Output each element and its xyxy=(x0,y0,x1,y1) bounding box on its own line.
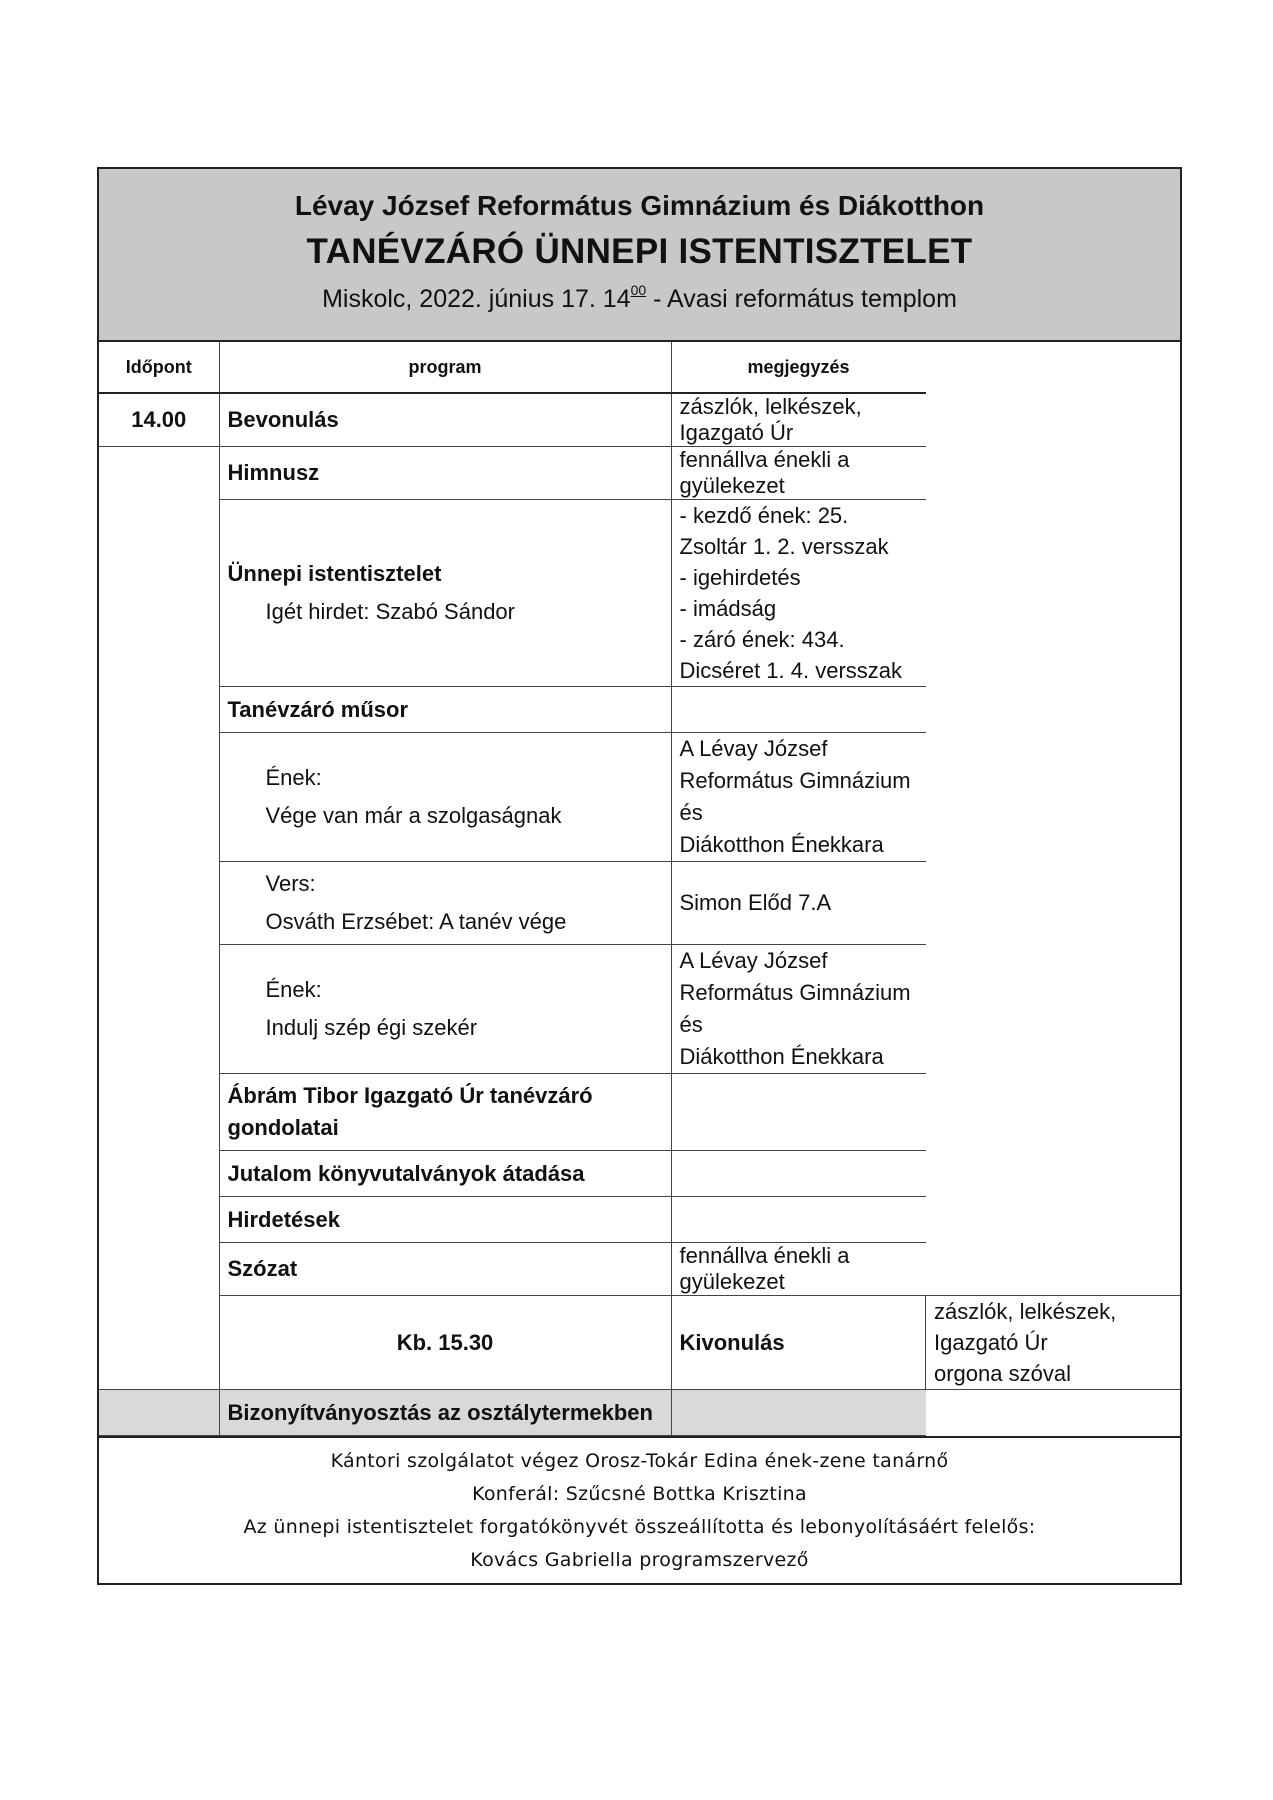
note-line: Diákotthon Énekkara xyxy=(679,1044,884,1069)
item-type: Vers: xyxy=(265,871,316,896)
time-cell-empty xyxy=(99,1390,219,1436)
table-header-row xyxy=(99,342,1180,393)
item-title: Osváth Erzsébet: A tanév vége xyxy=(265,909,567,934)
program-cell xyxy=(219,500,671,687)
footer-line: Kovács Gabriella programszervező xyxy=(470,1549,809,1571)
table-row xyxy=(99,1390,1180,1436)
note-cell-empty xyxy=(671,687,926,733)
note-cell xyxy=(671,733,926,862)
event-title: TANÉVZÁRÓ ÜNNEPI ISTENTISZTELET xyxy=(306,232,973,271)
time-cell: 14.00 xyxy=(99,393,219,447)
program-cell: Szózat xyxy=(219,1243,671,1296)
note-cell xyxy=(671,945,926,1074)
note-line: orgona szóval xyxy=(934,1361,1071,1386)
program-document xyxy=(97,167,1182,1585)
table-row xyxy=(99,1074,1180,1151)
footer-line: Konferál: Szűcsné Bottka Krisztina xyxy=(472,1483,807,1505)
program-cell: Tanévzáró műsor xyxy=(219,687,671,733)
program-cell: Hirdetések xyxy=(219,1197,671,1243)
program-cell xyxy=(219,862,671,945)
note-line: Diákotthon Énekkara xyxy=(679,832,884,857)
footer-line: Kántori szolgálatot végez Orosz-Tokár Edina ének-zene tanárnő xyxy=(330,1450,949,1472)
note-cell-empty xyxy=(671,1197,926,1243)
note-cell-empty xyxy=(671,1390,926,1436)
note-line: - imádság xyxy=(679,596,777,621)
time-cell-empty xyxy=(99,447,219,1390)
event-location: - Avasi református templom xyxy=(646,285,957,313)
item-title: Vége van már a szolgaságnak xyxy=(265,803,562,828)
table-row xyxy=(99,447,1180,500)
note-line: A Lévay József Református Gimnázium és xyxy=(679,736,911,825)
program-cell: Jutalom könyvutalványok átadása xyxy=(219,1151,671,1197)
time-cell: Kb. 15.30 xyxy=(219,1296,671,1390)
school-name: Lévay József Református Gimnázium és Diákotthon xyxy=(294,190,985,221)
note-cell: Simon Előd 7.A xyxy=(671,862,926,945)
note-line: - kezdő ének: 25. Zsoltár 1. 2. versszak xyxy=(679,503,889,559)
table-row xyxy=(99,393,1180,447)
item-title: Indulj szép égi szekér xyxy=(265,1015,478,1040)
event-time-superscript: 00 xyxy=(630,282,647,298)
note-cell xyxy=(926,1296,1181,1390)
program-table xyxy=(99,342,1180,1436)
program-cell xyxy=(219,945,671,1074)
table-row xyxy=(99,687,1180,733)
note-cell: fennállva énekli a gyülekezet xyxy=(671,1243,926,1296)
program-cell xyxy=(219,733,671,862)
note-cell-empty xyxy=(671,1074,926,1151)
note-cell-empty xyxy=(671,1151,926,1197)
note-line: A Lévay József Református Gimnázium és xyxy=(679,948,911,1037)
table-row xyxy=(99,945,1180,1074)
table-row xyxy=(99,1151,1180,1197)
program-line: Ábrám Tibor Igazgató Úr tanévzáró xyxy=(227,1083,593,1108)
event-date-location xyxy=(99,279,1180,319)
document-footer xyxy=(99,1436,1180,1583)
note-cell: fennállva énekli a gyülekezet xyxy=(671,447,926,500)
table-row xyxy=(99,1197,1180,1243)
program-cell: Bevonulás xyxy=(219,393,671,447)
program-line: gondolatai xyxy=(227,1115,339,1140)
table-row xyxy=(99,500,1180,687)
program-cell xyxy=(219,1074,671,1151)
footer-line: Az ünnepi istentisztelet forgatókönyvét összeállította és lebonyolításáért felelős: xyxy=(243,1516,1036,1538)
program-cell: Kivonulás xyxy=(671,1296,926,1390)
program-subtitle: Igét hirdet: Szabó Sándor xyxy=(265,599,515,624)
note-cell: zászlók, lelkészek, Igazgató Úr xyxy=(671,393,926,447)
table-row xyxy=(99,733,1180,862)
program-cell: Bizonyítványosztás az osztálytermekben xyxy=(219,1390,671,1436)
note-cell xyxy=(671,500,926,687)
event-date: Miskolc, 2022. június 17. 14 xyxy=(322,285,631,313)
table-row xyxy=(99,862,1180,945)
table-row xyxy=(99,1243,1180,1296)
column-header-note: megjegyzés xyxy=(671,342,926,393)
program-title: Ünnepi istentisztelet xyxy=(227,561,442,586)
item-type: Ének: xyxy=(265,977,322,1002)
table-row xyxy=(99,1296,1180,1390)
note-line: zászlók, lelkészek, Igazgató Úr xyxy=(934,1299,1117,1355)
note-line: - igehirdetés xyxy=(679,565,801,590)
item-type: Ének: xyxy=(265,765,322,790)
column-header-program: program xyxy=(219,342,671,393)
document-header xyxy=(99,169,1180,342)
program-cell: Himnusz xyxy=(219,447,671,500)
column-header-time: Időpont xyxy=(99,342,219,393)
note-line: - záró ének: 434. Dicséret 1. 4. versszak xyxy=(679,627,903,683)
